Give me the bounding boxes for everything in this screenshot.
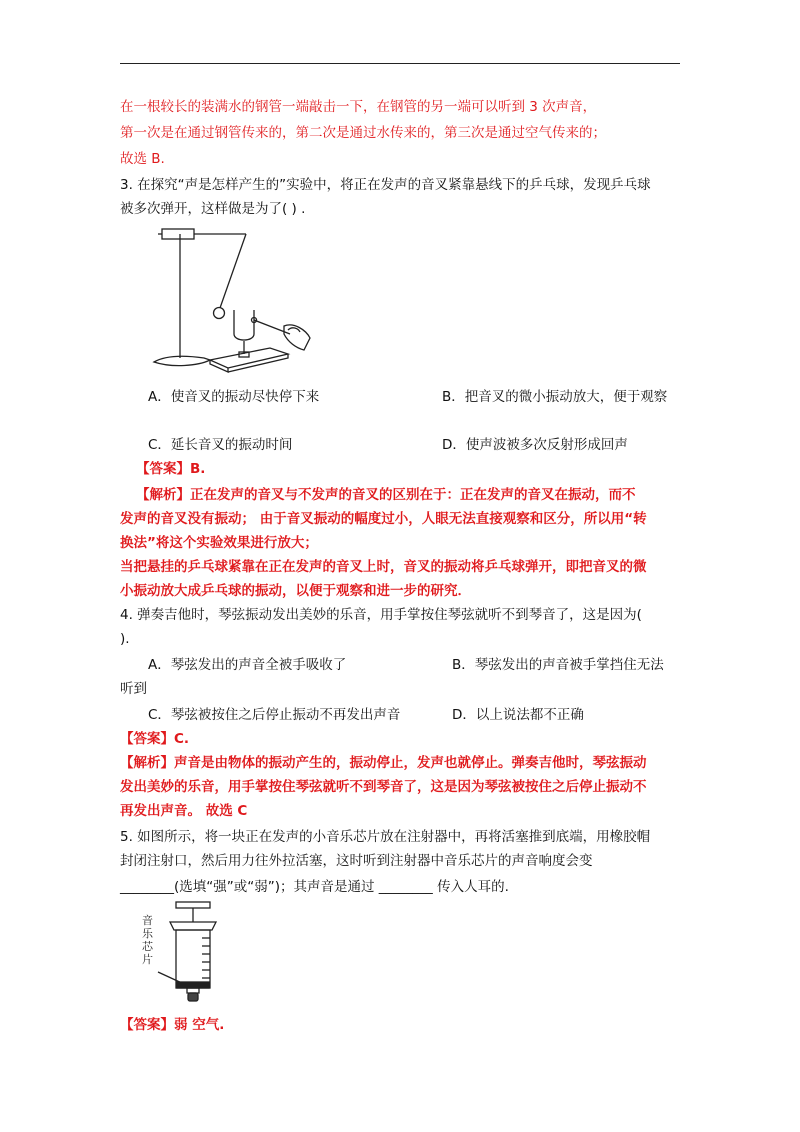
q5-stem-line-2: 封闭注射口，然后用力往外拉活塞，这时听到注射器中音乐芯片的声音响度会变 bbox=[120, 853, 593, 869]
q4-stem-line-1: 4. 弹奏吉他时，琴弦振动发出美妙的乐音，用手掌按住琴弦就听不到琴音了，这是因为( bbox=[120, 607, 642, 623]
q4-option-a: A．琴弦发出的声音全被手吸收了 bbox=[148, 657, 347, 673]
q5-stem-line-3: ________(选填“强”或“弱”)；其声音是通过 ________ 传入人耳的. bbox=[120, 879, 509, 895]
q4-analysis-line-1: 【解析】声音是由物体的振动产生的，振动停止，发声也就停止。弹奏吉他时，琴弦振动 bbox=[120, 755, 647, 771]
q3-option-b: B．把音叉的微小振动放大，便于观察 bbox=[442, 389, 668, 405]
q3-option-a: A．使音叉的振动尽快停下来 bbox=[148, 389, 320, 405]
q5-answer: 【答案】弱 空气. bbox=[120, 1017, 225, 1033]
q4-analysis-line-2: 发出美妙的乐音，用手掌按住琴弦就听不到琴音了，这是因为琴弦被按住之后停止振动不 bbox=[120, 779, 647, 795]
q4-stem-line-2: ). bbox=[120, 631, 130, 647]
q4-option-b: B．琴弦发出的声音被手掌挡住无法 bbox=[452, 657, 664, 673]
q3-analysis-line-2: 发声的音叉没有振动； 由于音叉振动的幅度过小，人眼无法直接观察和区分，所以用“转 bbox=[120, 511, 647, 527]
q4-option-c: C．琴弦被按住之后停止振动不再发出声音 bbox=[148, 707, 401, 723]
tuning-fork-pendulum-figure bbox=[150, 222, 350, 374]
q4-option-b-continued: 听到 bbox=[120, 681, 147, 697]
q4-analysis-line-3: 再发出声音。 故选 C bbox=[120, 803, 248, 819]
q3-stem-line-1: 3. 在探究“声是怎样产生的”实验中，将正在发声的音叉紧靠悬线下的乒乓球，发现乒乓球 bbox=[120, 177, 651, 193]
q3-analysis-line-5: 小振动放大成乒乓球的振动，以便于观察和进一步的研究． bbox=[120, 583, 471, 599]
prev-answer-line-1: 在一根较长的装满水的钢管一端敲击一下，在钢管的另一端可以听到 3 次声音， bbox=[120, 99, 597, 115]
q4-answer: 【答案】C. bbox=[120, 731, 190, 747]
q5-stem-line-1: 5. 如图所示，将一块正在发声的小音乐芯片放在注射器中，再将活塞推到底端，用橡胶帽 bbox=[120, 829, 651, 845]
syringe-icon bbox=[140, 900, 230, 1008]
q3-answer: 【答案】B. bbox=[136, 461, 206, 477]
q3-analysis-line-3: 换法”将这个实验效果进行放大； bbox=[120, 535, 318, 551]
q3-option-c: C．延长音叉的振动时间 bbox=[148, 437, 293, 453]
header-rule bbox=[120, 63, 680, 64]
syringe-figure bbox=[140, 900, 230, 1008]
q3-analysis-line-4: 当把悬挂的乒乓球紧靠在正在发声的音叉上时，音叉的振动将乒乓球弹开，即把音叉的微 bbox=[120, 559, 647, 575]
q3-option-d: D．使声波被多次反射形成回声 bbox=[442, 437, 628, 453]
q4-option-d: D．以上说法都不正确 bbox=[452, 707, 584, 723]
prev-answer-line-2: 第一次是在通过钢管传来的，第二次是通过水传来的，第三次是通过空气传来的； bbox=[120, 125, 606, 141]
music-chip-label: 音乐芯片 bbox=[142, 914, 153, 966]
q3-stem-line-2: 被多次弹开，这样做是为了( ) . bbox=[120, 201, 306, 217]
q3-analysis-line-1: 【解析】正在发声的音叉与不发声的音叉的区别在于：正在发声的音叉在振动，而不 bbox=[136, 487, 636, 503]
prev-answer-line-3: 故选 B. bbox=[120, 151, 165, 167]
